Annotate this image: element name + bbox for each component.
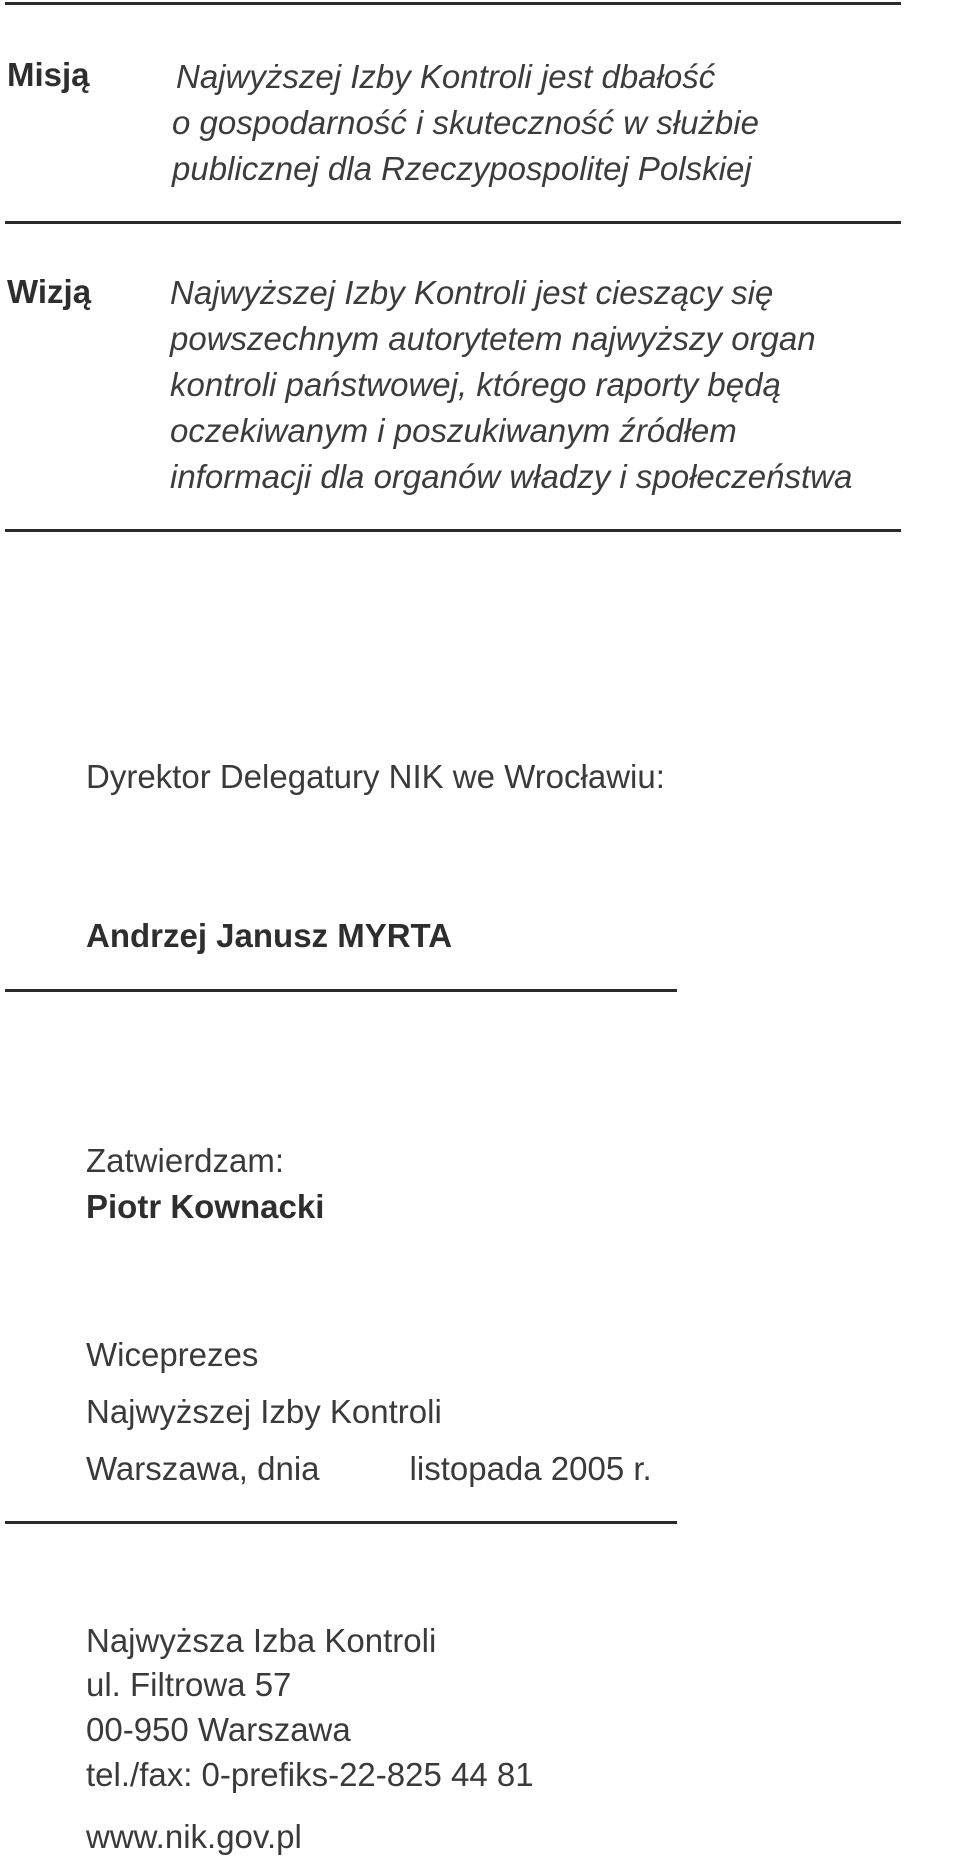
approval-date-line (86, 1450, 652, 1488)
mission-text (172, 54, 759, 192)
vision-divider (5, 529, 901, 532)
approver-name: Piotr Kownacki (86, 1188, 325, 1225)
director-divider (5, 989, 677, 992)
vision-line-4: oczekiwanym i poszukiwanym źródłem (170, 412, 737, 449)
approval-label: Zatwierdzam: (86, 1142, 285, 1179)
approver-position-line-1: Wiceprezes (86, 1336, 259, 1373)
vision-text (170, 270, 852, 500)
approval-date: listopada 2005 r. (409, 1450, 652, 1487)
mission-divider (5, 221, 901, 224)
contact-website[interactable]: www.nik.gov.pl (86, 1818, 302, 1855)
contact-phone: tel./fax: 0-prefiks-22-825 44 81 (86, 1756, 534, 1793)
approver-position-line-2: Najwyższej Izby Kontroli (86, 1393, 442, 1430)
contact-city: 00-950 Warszawa (86, 1711, 351, 1748)
approval-divider (5, 1521, 677, 1524)
director-title: Dyrektor Delegatury NIK we Wrocławiu: (86, 758, 665, 795)
mission-line-2: o gospodarność i skuteczność w służbie (172, 104, 759, 141)
vision-label: Wizją (7, 273, 92, 310)
vision-line-3: kontroli państwowej, którego raporty będą (170, 366, 781, 403)
mission-line-3: publicznej dla Rzeczypospolitej Polskiej (172, 150, 752, 187)
contact-street: ul. Filtrowa 57 (86, 1666, 292, 1703)
mission-line-1: Najwyższej Izby Kontroli jest dbałość (176, 58, 716, 95)
vision-line-5: informacji dla organów władzy i społeczeństwa (170, 458, 853, 495)
vision-line-2: powszechnym autorytetem najwyższy organ (170, 320, 816, 357)
top-divider (5, 2, 901, 5)
contact-org: Najwyższa Izba Kontroli (86, 1622, 437, 1659)
vision-line-1: Najwyższej Izby Kontroli jest cieszący się (170, 274, 774, 311)
mission-label: Misją (7, 56, 90, 93)
approval-place: Warszawa, dnia (86, 1450, 320, 1487)
director-name: Andrzej Janusz MYRTA (86, 917, 453, 954)
